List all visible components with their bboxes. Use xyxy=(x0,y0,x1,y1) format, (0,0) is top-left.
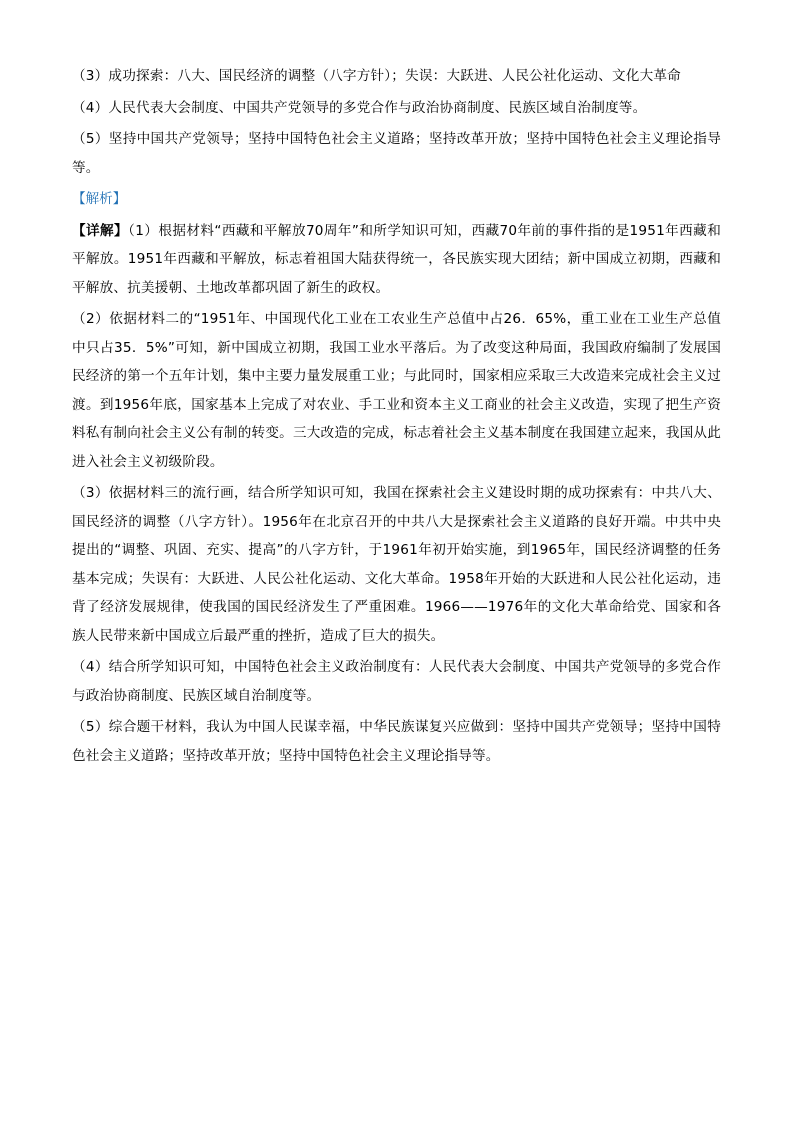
answer-5: （5）坚持中国共产党领导；坚持中国特色社会主义道路；坚持改革开放；坚持中国特色社会主义理论指导等。 xyxy=(72,131,721,176)
detail-label: 【详解】 xyxy=(72,222,129,239)
detail-paragraph-3: （3）依据材料三的流行画，结合所学知识可知，我国在探索社会主义建设时期的成功探索有：中共八大、国民经济的调整（八字方针）。1956年在北京召开的中共八大是探索社会主义道路的良好开端。中共中央提出的“调整、巩固、充实、提高”的八字方针，于1961年初开始实施，到1965年，国民经济调整的任务基本完成；失误有：大跃进、人民公社化运动、文化大革命。1958年开始的大跃进和人民公社化运动，违背了经济发展规律，使我国的国民经济发生了严重困难。1966——1976年的文化大革命给党、国家和各族人民带来新中国成立后最严重的挫折，造成了巨大的损失。 xyxy=(72,485,721,644)
detail-paragraph-5: （5）综合题干材料，我认为中国人民谋幸福，中华民族谋复兴应做到：坚持中国共产党领导；坚持中国特色社会主义道路；坚持改革开放；坚持中国特色社会主义理论指导等。 xyxy=(72,719,721,764)
detail-paragraph-2: （2）依据材料二的“1951年、中国现代化工业在工农业生产总值中占26．65%，重工业在工业生产总值中只占35．5%”可知，新中国成立初期，我国工业水平落后。为了改变这种局面，我国政府编制了发展国民经济的第一个五年计划，集中主要力量发展重工业；与此同时，国家相应采取三大改造来完成社会主义过渡。到1956年底，国家基本上完成了对农业、手工业和资本主义工商业的社会主义改造，实现了把生产资料私有制向社会主义公有制的转变。三大改造的完成，标志着社会主义基本制度在我国建立起来，我国从此进入社会主义初级阶段。 xyxy=(72,311,721,470)
analysis-label: 【解析】 xyxy=(72,191,127,207)
answer-4: （4）人民代表大会制度、中国共产党领导的多党合作与政治协商制度、民族区域自治制度等。 xyxy=(72,99,647,116)
detail-paragraph-1 xyxy=(72,217,721,303)
detail-paragraph-4: （4）结合所学知识可知，中国特色社会主义政治制度有：人民代表大会制度、中国共产党领导的多党合作与政治协商制度、民族区域自治制度等。 xyxy=(72,659,721,704)
answer-3: （3）成功探索：八大、国民经济的调整（八字方针）；失误：大跃进、人民公社化运动、文化大革命 xyxy=(72,68,681,84)
detail-text-1: （1）根据材料“西藏和平解放70周年”和所学知识可知，西藏70年前的事件指的是1951年西藏和平解放。1951年西藏和平解放，标志着祖国大陆获得统一，各民族实现大团结；新中国成立初期，西藏和平解放、抗美援朝、土地改革都巩固了新生的政权。 xyxy=(72,222,721,296)
